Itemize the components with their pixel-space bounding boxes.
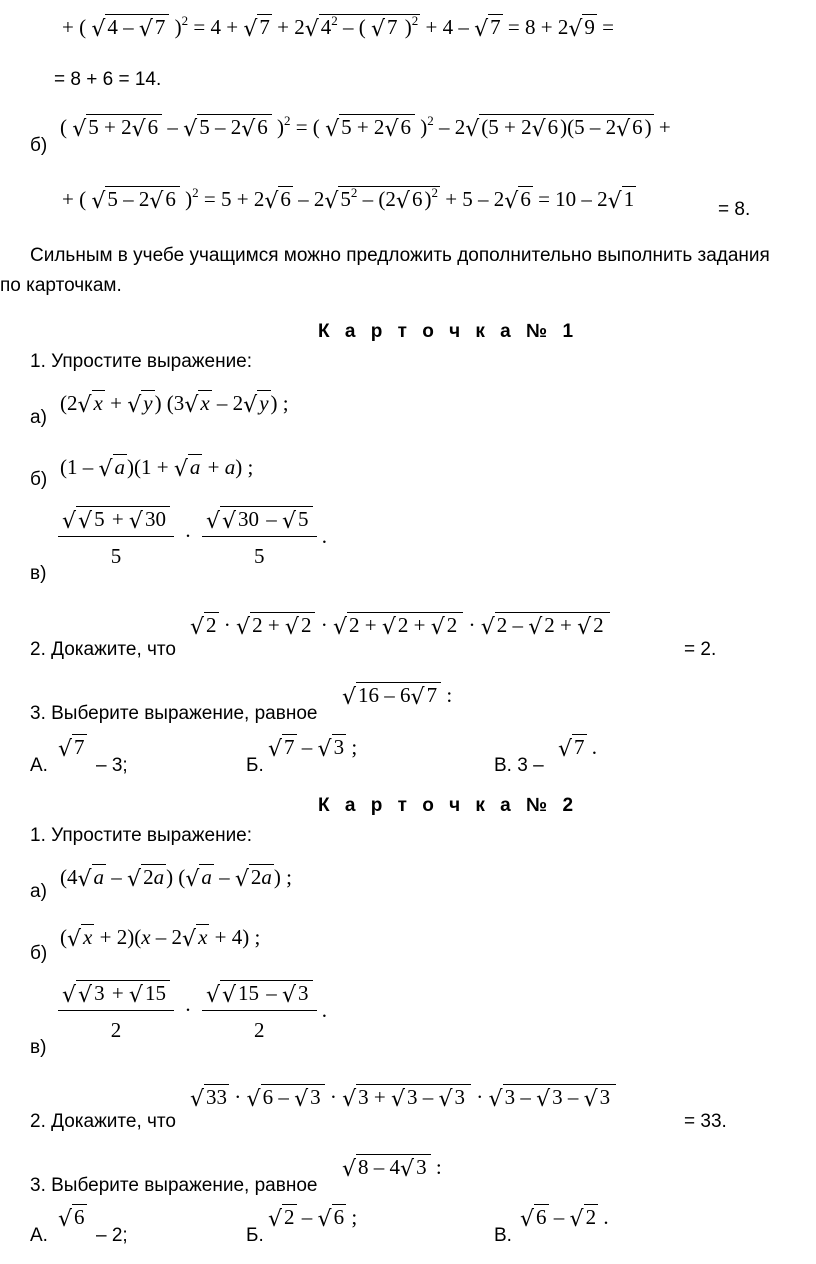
card-2-option-a-expr: √6 <box>58 1205 85 1232</box>
card-1-expr-a: (2√x + √y) (3√x – 2√y) ; <box>60 391 289 418</box>
card-1-option-b-expr: √7 – √3 ; <box>268 735 358 762</box>
card-1-option-a-tail: – 3; <box>96 755 128 776</box>
equation-result-3: = 8. <box>718 199 751 220</box>
card-2-item-a: а) <box>30 881 47 902</box>
card-2-option-a-label: А. <box>30 1225 48 1246</box>
card-1-item-a: а) <box>30 407 47 428</box>
card-2-expr-a: (4√a – √2a) (√a – √2a) ; <box>60 865 292 892</box>
card-2-heading: К а р т о ч к а № 2 <box>318 795 579 816</box>
card-2-task-1: 1. Упростите выражение: <box>30 825 253 846</box>
card-2-task-3: 3. Выберите выражение, равное <box>30 1175 318 1196</box>
card-2-option-v-expr: √6 – √2 . <box>520 1205 609 1232</box>
paragraph-line-2: по карточкам. <box>0 275 122 296</box>
card-2-expr-3: √8 – 4√3 : <box>342 1155 442 1182</box>
card-1-item-b: б) <box>30 469 48 490</box>
card-2-option-a-tail: – 2; <box>96 1225 128 1246</box>
card-1-option-a-label: А. <box>30 755 48 776</box>
equation-line-3: + ( √5 – 2√6 )$^2 = 5 + 2√6 - 2√5^2 - (2√6)^2 + 5 - 2√6 = 10 - 2√1$ <box>62 185 635 214</box>
equation-result-1: = 8 + 6 = 14. <box>54 69 162 90</box>
card-2-task-2-result: = 33. <box>684 1111 727 1132</box>
card-1-task-1: 1. Упростите выражение: <box>30 351 253 372</box>
card-1-option-v-label: В. 3 – <box>494 755 544 776</box>
card-1-expr-2: √2 · √2 + √2 · √2 + √2 + √2 · √2 – √2 + √2 <box>190 614 610 640</box>
card-2-task-2: 2. Докажите, что <box>30 1111 176 1132</box>
card-1-item-v: в) <box>30 563 47 584</box>
card-1-expr-b: (1 – √a)(1 + √a + a) ; <box>60 455 254 482</box>
equation-line-2: ( √5 + 2√6 – √5 – 2√6 )$^2$ = ( √5 + 2√6 )$^2$ – 2√(5 + 2√6)(5 – 2√6) + <box>60 113 671 142</box>
card-2-expr-b: (√x + 2)(x – 2√x + 4) ; <box>60 925 261 952</box>
card-2-item-b: б) <box>30 943 48 964</box>
card-2-expr-2: √33 · √6 – √3 · √3 + √3 – √3 · √3 – √3 – √3 <box>190 1086 616 1112</box>
card-2-option-b-expr: √2 – √6 ; <box>268 1205 358 1232</box>
card-1-task-2: 2. Докажите, что <box>30 639 176 660</box>
card-1-option-a-expr: √7 <box>58 735 85 762</box>
card-1-heading: К а р т о ч к а № 1 <box>318 321 579 342</box>
paragraph-line-1: Сильным в учебе учащимся можно предложить дополнительно выполнить задания <box>30 245 770 266</box>
card-1-task-2-result: = 2. <box>684 639 717 660</box>
card-2-item-v: в) <box>30 1037 47 1058</box>
card-1-option-b-label: Б. <box>246 755 264 776</box>
card-2-option-b-label: Б. <box>246 1225 264 1246</box>
item-label-b-top: б) <box>30 135 48 156</box>
equation-line-1: + ( √4 – √7 )$^2 = 4 + √7 + 2√4^2$ – ( √7 )$^2$ + 4 – √7 = 8 + 2√9 = <box>62 13 614 42</box>
card-2-option-v-label: В. <box>494 1225 512 1246</box>
card-1-expr-v: $\frac{√√5 + √30}{5}$ · $\frac{√√30 - √5}{5}$ . <box>58 508 327 568</box>
card-2-expr-v: $\frac{√√3 + √15}{2}$ · $\frac{√√15 - √3}{2}$ . <box>58 982 327 1042</box>
card-1-task-3: 3. Выберите выражение, равное <box>30 703 318 724</box>
card-1-option-v-expr: √7 . <box>558 735 598 762</box>
card-1-expr-3: √16 – 6√7 : <box>342 683 453 710</box>
